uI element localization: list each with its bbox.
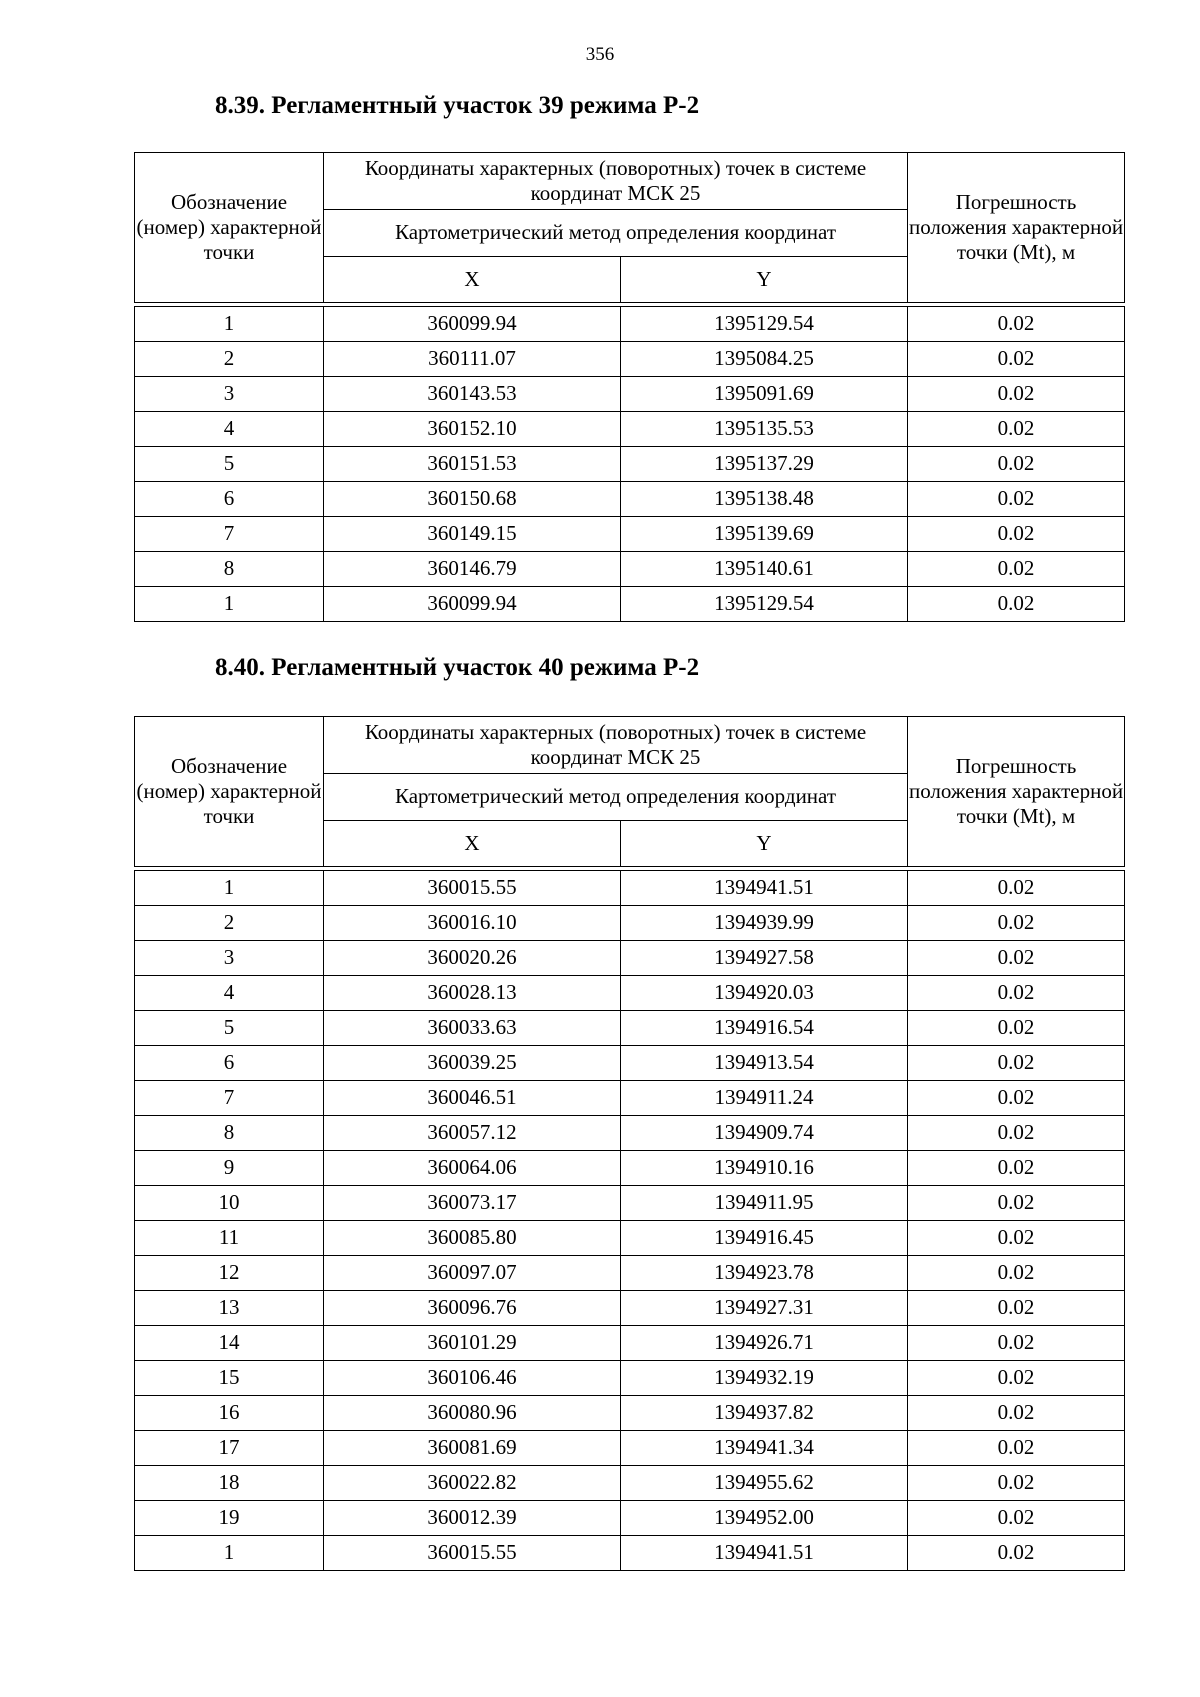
x-coordinate-cell: 360015.55 <box>324 871 621 906</box>
point-number-cell: 19 <box>135 1501 324 1536</box>
error-cell: 0.02 <box>908 941 1125 976</box>
point-number-cell: 8 <box>135 552 324 587</box>
table-row <box>135 906 1125 941</box>
x-coordinate-cell: 360028.13 <box>324 976 621 1011</box>
point-number-cell: 1 <box>135 871 324 906</box>
point-number-cell: 3 <box>135 377 324 412</box>
y-coordinate-cell: 1395091.69 <box>621 377 908 412</box>
point-number-cell: 4 <box>135 976 324 1011</box>
header-point: Обозначение (номер) характерной точки <box>135 717 324 867</box>
x-coordinate-cell: 360057.12 <box>324 1116 621 1151</box>
header-coords-group: Координаты характерных (поворотных) точек в системе координат МСК 25 <box>324 717 908 774</box>
point-number-cell: 17 <box>135 1431 324 1466</box>
error-cell: 0.02 <box>908 1046 1125 1081</box>
y-coordinate-cell: 1394923.78 <box>621 1256 908 1291</box>
x-coordinate-cell: 360146.79 <box>324 552 621 587</box>
table-row <box>135 1256 1125 1291</box>
table-row <box>135 871 1125 906</box>
y-coordinate-cell: 1394952.00 <box>621 1501 908 1536</box>
x-coordinate-cell: 360046.51 <box>324 1081 621 1116</box>
y-coordinate-cell: 1394955.62 <box>621 1466 908 1501</box>
y-coordinate-cell: 1394941.51 <box>621 871 908 906</box>
x-coordinate-cell: 360015.55 <box>324 1536 621 1571</box>
error-cell: 0.02 <box>908 1396 1125 1431</box>
point-number-cell: 15 <box>135 1361 324 1396</box>
error-cell: 0.02 <box>908 1431 1125 1466</box>
point-number-cell: 7 <box>135 1081 324 1116</box>
y-coordinate-cell: 1394941.51 <box>621 1536 908 1571</box>
y-coordinate-cell: 1394913.54 <box>621 1046 908 1081</box>
header-error: Погрешность положения характерной точки (Mt), м <box>908 153 1125 303</box>
y-coordinate-cell: 1395084.25 <box>621 342 908 377</box>
x-coordinate-cell: 360151.53 <box>324 447 621 482</box>
point-number-cell: 10 <box>135 1186 324 1221</box>
point-number-cell: 11 <box>135 1221 324 1256</box>
table-row <box>135 342 1125 377</box>
section-title-40: 8.40. Регламентный участок 40 режима Р-2 <box>215 654 700 681</box>
table-row <box>135 482 1125 517</box>
point-number-cell: 18 <box>135 1466 324 1501</box>
table-row <box>135 412 1125 447</box>
y-coordinate-cell: 1394926.71 <box>621 1326 908 1361</box>
header-y: Y <box>621 257 908 303</box>
point-number-cell: 6 <box>135 482 324 517</box>
error-cell: 0.02 <box>908 377 1125 412</box>
x-coordinate-cell: 360096.76 <box>324 1291 621 1326</box>
table-row <box>135 1536 1125 1571</box>
header-y: Y <box>621 821 908 867</box>
point-number-cell: 6 <box>135 1046 324 1081</box>
y-coordinate-cell: 1394941.34 <box>621 1431 908 1466</box>
table-row <box>135 1501 1125 1536</box>
error-cell: 0.02 <box>908 1501 1125 1536</box>
error-cell: 0.02 <box>908 517 1125 552</box>
table-row <box>135 307 1125 342</box>
y-coordinate-cell: 1394939.99 <box>621 906 908 941</box>
table-row <box>135 1046 1125 1081</box>
point-number-cell: 7 <box>135 517 324 552</box>
table-row <box>135 447 1125 482</box>
table-row <box>135 1081 1125 1116</box>
table-row <box>135 1011 1125 1046</box>
error-cell: 0.02 <box>908 1151 1125 1186</box>
table-row <box>135 1151 1125 1186</box>
point-number-cell: 1 <box>135 1536 324 1571</box>
y-coordinate-cell: 1394909.74 <box>621 1116 908 1151</box>
x-coordinate-cell: 360039.25 <box>324 1046 621 1081</box>
y-coordinate-cell: 1394920.03 <box>621 976 908 1011</box>
y-coordinate-cell: 1394916.54 <box>621 1011 908 1046</box>
x-coordinate-cell: 360016.10 <box>324 906 621 941</box>
error-cell: 0.02 <box>908 1326 1125 1361</box>
error-cell: 0.02 <box>908 871 1125 906</box>
header-error: Погрешность положения характерной точки (Mt), м <box>908 717 1125 867</box>
error-cell: 0.02 <box>908 447 1125 482</box>
x-coordinate-cell: 360012.39 <box>324 1501 621 1536</box>
table-row <box>135 517 1125 552</box>
y-coordinate-cell: 1394916.45 <box>621 1221 908 1256</box>
error-cell: 0.02 <box>908 342 1125 377</box>
table-row <box>135 1291 1125 1326</box>
y-coordinate-cell: 1394910.16 <box>621 1151 908 1186</box>
x-coordinate-cell: 360099.94 <box>324 587 621 622</box>
point-number-cell: 12 <box>135 1256 324 1291</box>
y-coordinate-cell: 1395129.54 <box>621 307 908 342</box>
error-cell: 0.02 <box>908 1536 1125 1571</box>
error-cell: 0.02 <box>908 1466 1125 1501</box>
x-coordinate-cell: 360020.26 <box>324 941 621 976</box>
coordinates-table-40 <box>134 716 1125 1571</box>
point-number-cell: 1 <box>135 587 324 622</box>
y-coordinate-cell: 1394911.24 <box>621 1081 908 1116</box>
x-coordinate-cell: 360143.53 <box>324 377 621 412</box>
error-cell: 0.02 <box>908 976 1125 1011</box>
point-number-cell: 14 <box>135 1326 324 1361</box>
table-row <box>135 941 1125 976</box>
header-x: X <box>324 257 621 303</box>
y-coordinate-cell: 1395137.29 <box>621 447 908 482</box>
y-coordinate-cell: 1395140.61 <box>621 552 908 587</box>
y-coordinate-cell: 1394937.82 <box>621 1396 908 1431</box>
error-cell: 0.02 <box>908 482 1125 517</box>
error-cell: 0.02 <box>908 307 1125 342</box>
error-cell: 0.02 <box>908 906 1125 941</box>
x-coordinate-cell: 360149.15 <box>324 517 621 552</box>
point-number-cell: 3 <box>135 941 324 976</box>
table-row <box>135 1116 1125 1151</box>
x-coordinate-cell: 360099.94 <box>324 307 621 342</box>
point-number-cell: 9 <box>135 1151 324 1186</box>
point-number-cell: 1 <box>135 307 324 342</box>
x-coordinate-cell: 360033.63 <box>324 1011 621 1046</box>
table-row <box>135 1431 1125 1466</box>
coordinates-table-39 <box>134 152 1125 622</box>
y-coordinate-cell: 1394911.95 <box>621 1186 908 1221</box>
point-number-cell: 16 <box>135 1396 324 1431</box>
x-coordinate-cell: 360080.96 <box>324 1396 621 1431</box>
header-coords-group: Координаты характерных (поворотных) точек в системе координат МСК 25 <box>324 153 908 210</box>
table-row <box>135 1396 1125 1431</box>
x-coordinate-cell: 360022.82 <box>324 1466 621 1501</box>
header-method: Картометрический метод определения координат <box>324 210 908 257</box>
error-cell: 0.02 <box>908 552 1125 587</box>
x-coordinate-cell: 360101.29 <box>324 1326 621 1361</box>
x-coordinate-cell: 360152.10 <box>324 412 621 447</box>
x-coordinate-cell: 360097.07 <box>324 1256 621 1291</box>
header-x: X <box>324 821 621 867</box>
x-coordinate-cell: 360106.46 <box>324 1361 621 1396</box>
point-number-cell: 5 <box>135 1011 324 1046</box>
error-cell: 0.02 <box>908 587 1125 622</box>
table-row <box>135 976 1125 1011</box>
y-coordinate-cell: 1395135.53 <box>621 412 908 447</box>
y-coordinate-cell: 1394927.58 <box>621 941 908 976</box>
header-method: Картометрический метод определения координат <box>324 774 908 821</box>
error-cell: 0.02 <box>908 1361 1125 1396</box>
x-coordinate-cell: 360073.17 <box>324 1186 621 1221</box>
y-coordinate-cell: 1395139.69 <box>621 517 908 552</box>
table-row <box>135 1186 1125 1221</box>
y-coordinate-cell: 1395138.48 <box>621 482 908 517</box>
table-row <box>135 1466 1125 1501</box>
section-title-39: 8.39. Регламентный участок 39 режима Р-2 <box>215 92 700 119</box>
error-cell: 0.02 <box>908 1116 1125 1151</box>
table-row <box>135 1361 1125 1396</box>
point-number-cell: 8 <box>135 1116 324 1151</box>
y-coordinate-cell: 1394927.31 <box>621 1291 908 1326</box>
x-coordinate-cell: 360085.80 <box>324 1221 621 1256</box>
error-cell: 0.02 <box>908 1291 1125 1326</box>
page-number: 356 <box>585 44 615 65</box>
x-coordinate-cell: 360081.69 <box>324 1431 621 1466</box>
point-number-cell: 2 <box>135 342 324 377</box>
error-cell: 0.02 <box>908 1221 1125 1256</box>
table-row <box>135 1326 1125 1361</box>
error-cell: 0.02 <box>908 1011 1125 1046</box>
table-row <box>135 552 1125 587</box>
point-number-cell: 5 <box>135 447 324 482</box>
table-row <box>135 1221 1125 1256</box>
point-number-cell: 2 <box>135 906 324 941</box>
error-cell: 0.02 <box>908 1081 1125 1116</box>
point-number-cell: 13 <box>135 1291 324 1326</box>
x-coordinate-cell: 360064.06 <box>324 1151 621 1186</box>
table-row <box>135 587 1125 622</box>
header-point: Обозначение (номер) характерной точки <box>135 153 324 303</box>
point-number-cell: 4 <box>135 412 324 447</box>
error-cell: 0.02 <box>908 1256 1125 1291</box>
y-coordinate-cell: 1394932.19 <box>621 1361 908 1396</box>
error-cell: 0.02 <box>908 412 1125 447</box>
error-cell: 0.02 <box>908 1186 1125 1221</box>
table-row <box>135 377 1125 412</box>
y-coordinate-cell: 1395129.54 <box>621 587 908 622</box>
x-coordinate-cell: 360150.68 <box>324 482 621 517</box>
x-coordinate-cell: 360111.07 <box>324 342 621 377</box>
